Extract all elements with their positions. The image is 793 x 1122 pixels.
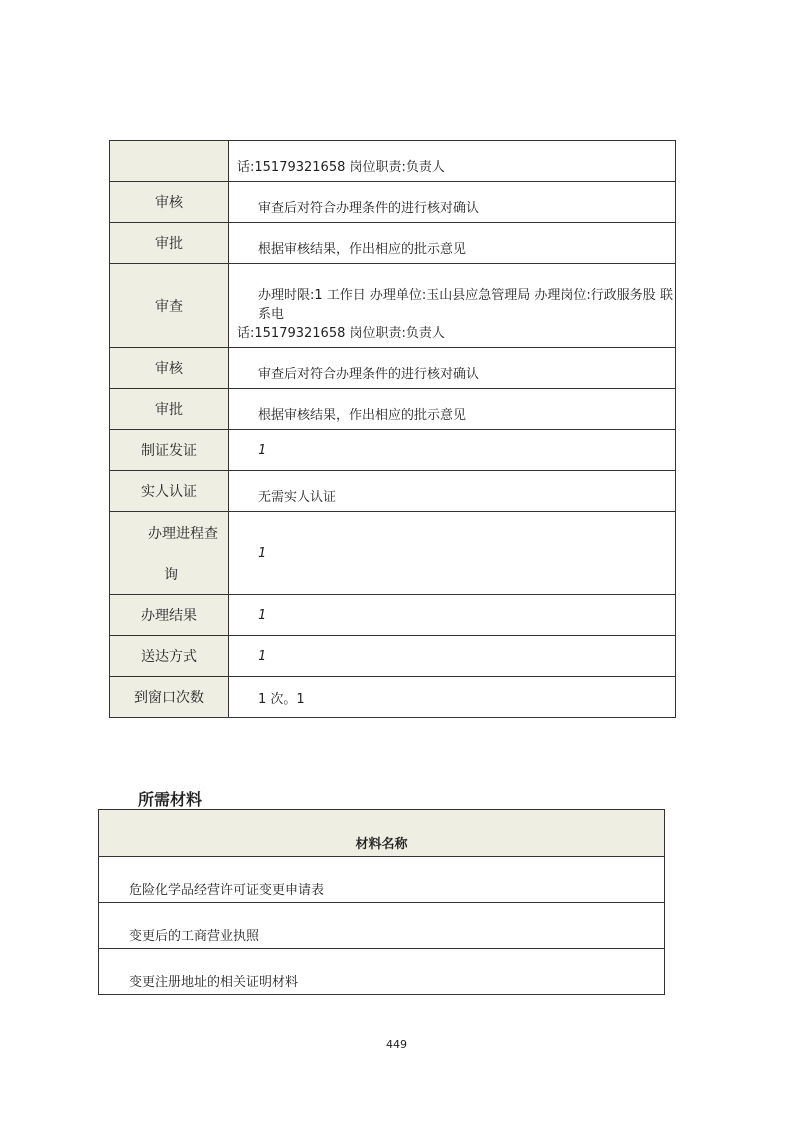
material-item: 危险化学品经营许可证变更申请表 xyxy=(99,857,665,903)
row-label: 审批 xyxy=(110,223,229,264)
row-content: 根据审核结果，作出相应的批示意见 xyxy=(229,389,676,430)
row-label: 制证发证 xyxy=(110,430,229,471)
row-content xyxy=(229,595,676,636)
table-row xyxy=(99,857,665,903)
row-content xyxy=(229,264,676,348)
row-label: 到窗口次数 xyxy=(110,677,229,718)
column-header: 材料名称 xyxy=(99,810,665,857)
row-label: 送达方式 xyxy=(110,636,229,677)
row-label: 办理结果 xyxy=(110,595,229,636)
row-label: 审批 xyxy=(110,389,229,430)
row-content: 1 次。1 xyxy=(229,677,676,718)
table-row xyxy=(110,141,676,182)
process-table xyxy=(109,140,676,718)
row-content: 审查后对符合办理条件的进行核对确认 xyxy=(229,348,676,389)
row-label: 审查 xyxy=(110,264,229,348)
row-content: 无需实人认证 xyxy=(229,471,676,512)
material-item: 变更后的工商营业执照 xyxy=(99,903,665,949)
row-value: 1 xyxy=(258,442,266,458)
table-row xyxy=(110,264,676,348)
row-label-line: 办理进程查 xyxy=(148,525,218,542)
page-number: 449 xyxy=(386,1038,407,1051)
table-row xyxy=(110,636,676,677)
table-row xyxy=(110,348,676,389)
row-content: 审查后对符合办理条件的进行核对确认 xyxy=(229,182,676,223)
contact-line: 话:15179321658 岗位职责:负责人 xyxy=(237,326,445,341)
row-value: 1 xyxy=(258,648,266,664)
row-content xyxy=(229,141,676,182)
row-label xyxy=(110,141,229,182)
table-row xyxy=(110,471,676,512)
table-header-row xyxy=(99,810,665,857)
row-label xyxy=(110,512,229,595)
row-content xyxy=(229,512,676,595)
row-value: 1 xyxy=(258,545,266,561)
deadline-line: 办理时限:1 工作日 办理单位:玉山县应急管理局 办理岗位:行政服务股 联系电 xyxy=(258,288,673,322)
contact-line: 话:15179321658 岗位职责:负责人 xyxy=(237,160,445,175)
materials-table xyxy=(98,809,665,995)
row-value: 1 xyxy=(258,607,266,623)
table-row xyxy=(110,223,676,264)
row-label: 审核 xyxy=(110,348,229,389)
table-row xyxy=(99,949,665,995)
row-label: 审核 xyxy=(110,182,229,223)
row-label-line: 询 xyxy=(164,566,178,583)
table-row xyxy=(110,595,676,636)
table-row xyxy=(110,430,676,471)
table-row xyxy=(110,512,676,595)
row-content: 根据审核结果，作出相应的批示意见 xyxy=(229,223,676,264)
table-row xyxy=(110,677,676,718)
table-row xyxy=(110,389,676,430)
table-row xyxy=(99,903,665,949)
section-heading: 所需材料 xyxy=(138,790,203,809)
material-item: 变更注册地址的相关证明材料 xyxy=(99,949,665,995)
row-label: 实人认证 xyxy=(110,471,229,512)
row-content xyxy=(229,430,676,471)
table-row xyxy=(110,182,676,223)
row-content xyxy=(229,636,676,677)
